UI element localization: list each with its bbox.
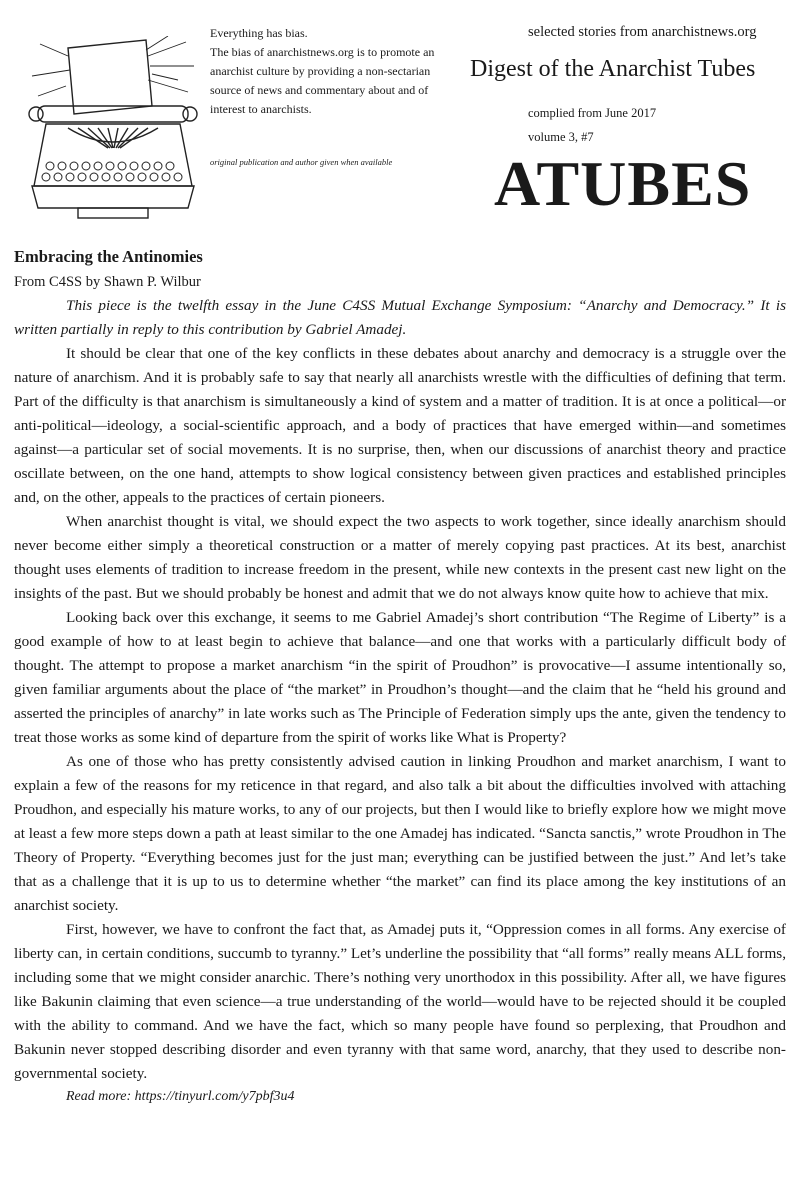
article	[14, 244, 786, 1108]
intro-paragraph: This piece is the twelfth essay in the June C4SS Mutual Exchange Symposium: “Anarchy and Democracy.” It is written partially in reply to this contribution by Gabriel Amadej.	[14, 297, 786, 338]
article-body	[14, 294, 786, 1086]
body-paragraph: When anarchist thought is vital, we should expect the two aspects to work together, since ideally anarchism should never become either simply a theoretical construction or a matter of merely copying past practices. At its best, anarchist thought uses elements of tradition to increase freedom in the present, while new contexts in the present cast new light on the insights of the past. But we should probably be honest and admit that we do not always know quite how to achieve that mix.	[14, 513, 786, 602]
compiled-date: complied from June 2017	[528, 106, 657, 120]
article-title: Embracing the Antinomies	[14, 247, 203, 266]
page-header	[0, 0, 800, 240]
body-paragraph: It should be clear that one of the key conflicts in these debates about anarchy and democracy is a struggle over the nature of anarchism. And it is probably safe to say that nearly all anarchists wrestle with the difficulties of defining that term. Part of the difficulty is that anarchism is simultaneously a kind of system and a matter of tradition. It is at once a political—or anti-political—ideology, a social-scientific approach, and a body of practices that have emerged within—and sometimes against—a particular set of social movements. It is no surprise, then, when our discussions of anarchist theory and practice oscillate between, on the one hand, attempts to show logical consistency between given practices and established principles and, on the other, appeals to the practices of certain pioneers.	[14, 345, 786, 506]
masthead: ATUBES	[494, 148, 752, 219]
body-paragraph: First, however, we have to confront the fact that, as Amadej puts it, “Oppression comes in all forms. Any exercise of liberty can, in certain conditions, succumb to tyranny.” Let’s underline the possibility that “all forms” really means ALL forms, including some that we might consider anarchic. There’s nothing very unorthodox in this possibility. After all, we have figures like Bakunin claiming that even science—a true understanding of the world—would have to be rejected should it be coupled with the ability to command. And we have the fact, which so many people have found so perplexing, that Proudhon and Bakunin never stopped describing disorder and even tyranny with that same word, anarchy, that they used to describe non-governmental society.	[14, 921, 786, 1082]
source-line: selected stories from anarchistnews.org	[528, 24, 757, 40]
digest-title: Digest of the Anarchist Tubes	[470, 56, 756, 82]
article-byline: From C4SS by Shawn P. Wilbur	[14, 274, 201, 290]
bias-line: The bias of anarchistnews.org is to promote an anarchist culture by providing a non-sectarian source of news and commentary about and of interest to anarchists.	[210, 45, 435, 116]
body-paragraph: Looking back over this exchange, it seems to me Gabriel Amadej’s short contribution “The Regime of Liberty” is a good example of how to at least begin to achieve that balance—and one that works with a particularly difficult body of thought. The attempt to propose a market anarchism “in the spirit of Proudhon” is provocative—I assume intentionally so, given familiar arguments about the place of “the market” in Proudhon’s thought—and the claim that he “held his ground and asserted the principles of anarchy” in late works such as The Principle of Federation simply ups the ante, given the tendency to treat those works as some kind of departure from the spirit of works like What is Property?	[14, 609, 786, 746]
read-more-link[interactable]: Read more: https://tinyurl.com/y7pbf3u4	[66, 1089, 295, 1104]
bias-line: Everything has bias.	[210, 26, 308, 40]
original-publication-note: original publication and author given when available	[210, 157, 393, 167]
typewriter-illustration	[28, 36, 198, 222]
body-paragraph: As one of those who has pretty consistently advised caution in linking Proudhon and market anarchism, I want to explain a few of the reasons for my reticence in that regard, and also talk a bit about the difficulties involved with attaching Proudhon, and especially his mature works, to any of our projects, but then I would like to briefly explore how we might move at least a few more steps down a path at least similar to the one Amadej has indicated. “Sancta sanctis,” wrote Proudhon in The Theory of Property. “Everything becomes just for the just man; everything can be justified between the just.” And let’s take that as a challenge that it is up to us to determine whether “the market” can find its place among the key institutions of an anarchist society.	[14, 753, 786, 914]
volume-number: volume 3, #7	[528, 130, 594, 144]
bias-statement	[210, 24, 460, 119]
